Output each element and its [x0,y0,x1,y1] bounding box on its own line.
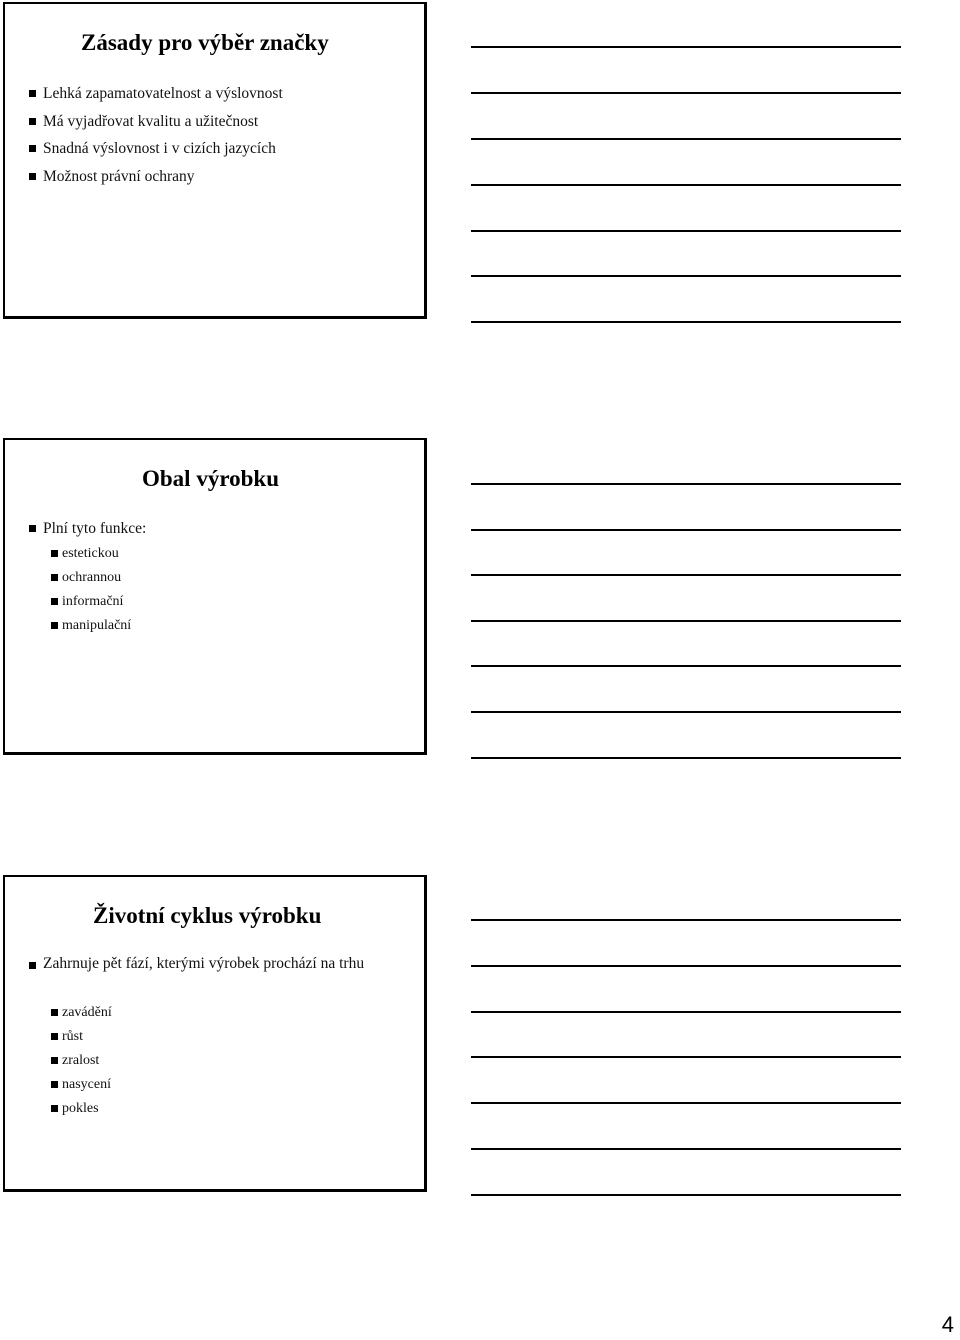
note-line [471,711,901,713]
note-line [471,92,901,94]
list-item: zralost [5,1049,112,1073]
list-item: růst [5,1025,112,1049]
slide-3-bullets [5,952,405,975]
list-item: ochrannou [5,566,131,590]
slide-1-title: Zásady pro výběr značky [81,30,329,55]
note-line [471,1056,901,1058]
list-item: zavádění [5,1001,112,1025]
slide-2-title: Obal výrobku [142,466,279,491]
note-line [471,574,901,576]
note-line [471,1148,901,1150]
note-line [471,919,901,921]
list-item: Lehká zapamatovatelnost a výslovnost [5,80,283,108]
note-line [471,138,901,140]
list-item: pokles [5,1097,112,1121]
slide-2-subbullets [5,542,131,638]
note-line [471,1011,901,1013]
list-item: informační [5,590,131,614]
slide-2 [3,438,427,755]
list-item: Snadná výslovnost i v cizích jazycích [5,135,283,163]
list-item: estetickou [5,542,131,566]
slide-1-bullets [5,80,283,190]
slide-3-subbullets [5,1001,112,1121]
list-item: Zahrnuje pět fází, kterými výrobek prochází na trhu [5,952,405,975]
slide-3 [3,875,427,1192]
page-number: 4 [941,1312,954,1337]
note-line [471,620,901,622]
list-item: manipulační [5,614,131,638]
slide-1 [3,2,427,319]
list-item: nasycení [5,1073,112,1097]
note-line [471,230,901,232]
slide-3-title: Životní cyklus výrobku [93,903,322,928]
note-line [471,321,901,323]
note-line [471,483,901,485]
note-line [471,1194,901,1196]
note-line [471,965,901,967]
note-line [471,665,901,667]
note-line [471,1102,901,1104]
list-item: Možnost právní ochrany [5,163,283,191]
slide-2-bullets [5,515,146,543]
note-line [471,275,901,277]
note-line [471,529,901,531]
list-item: Plní tyto funkce: [5,515,146,543]
note-line [471,757,901,759]
note-line [471,46,901,48]
note-line [471,184,901,186]
list-item: Má vyjadřovat kvalitu a užitečnost [5,108,283,136]
